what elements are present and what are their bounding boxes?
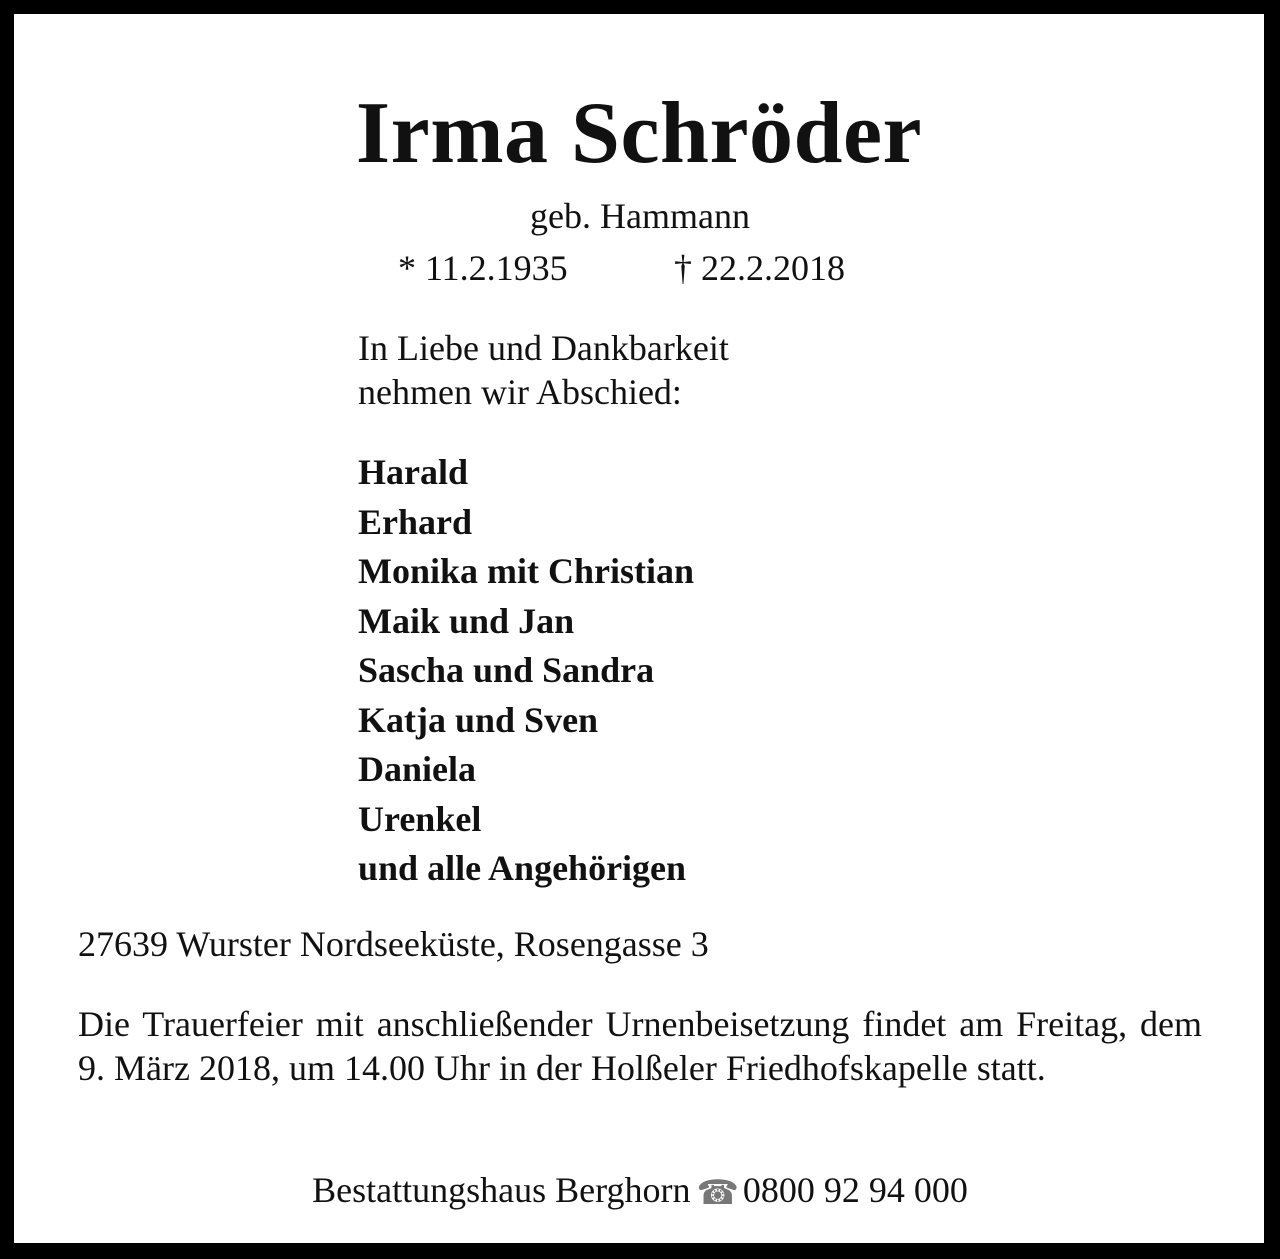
farewell-intro xyxy=(358,326,729,414)
mourner-name: Erhard xyxy=(358,501,473,542)
obituary-notice xyxy=(14,14,1264,1243)
telephone-icon: ☎ xyxy=(696,1173,739,1213)
mourner-name: Maik und Jan xyxy=(358,600,575,641)
mourner-name: Urenkel xyxy=(358,798,482,839)
death-date: † 22.2.2018 xyxy=(674,248,845,288)
mourner-name: Daniela xyxy=(358,749,477,789)
mourner-name: Harald xyxy=(358,452,469,492)
mourner-name: und alle Angehörigen xyxy=(358,848,687,888)
mourners-list xyxy=(358,448,694,894)
funeral-home-name: Bestattungshaus Berghorn xyxy=(312,1170,691,1210)
funeral-home-contact xyxy=(14,1168,1266,1215)
funeral-home-phone: 0800 92 94 000 xyxy=(742,1170,968,1210)
service-details: Die Trauerfeier mit anschließender Urnenbeisetzung findet am Freitag, dem 9. März 2018, um 14.00 Uhr in der Holßeler Friedhofskapelle statt. xyxy=(78,1004,1202,1088)
mourner-name: Monika mit Christian xyxy=(358,551,695,591)
birth-date: * 11.2.1935 xyxy=(398,248,568,288)
mourner-name: Katja und Sven xyxy=(358,699,599,740)
mourner-name: Sascha und Sandra xyxy=(358,650,655,690)
farewell-intro-line: nehmen wir Abschied: xyxy=(358,372,682,412)
family-address: 27639 Wurster Nordseeküste, Rosengasse 3 xyxy=(78,924,709,964)
maiden-name: geb. Hammann xyxy=(530,196,750,236)
farewell-intro-line: In Liebe und Dankbarkeit xyxy=(358,328,729,368)
deceased-name: Irma Schröder xyxy=(355,85,923,182)
